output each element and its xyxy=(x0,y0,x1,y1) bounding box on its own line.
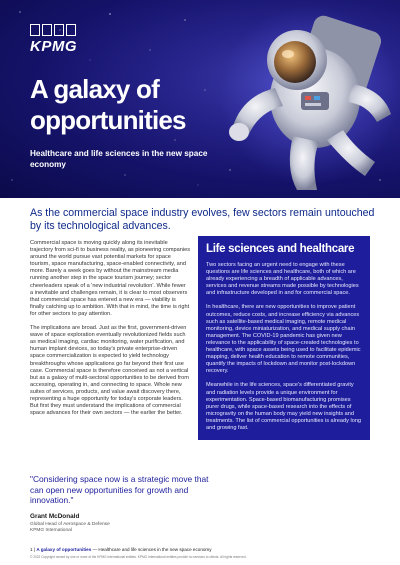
page-number: 1 xyxy=(30,547,33,552)
footer-doc-subtitle: — Healthcare and life sciences in the new space economy xyxy=(92,547,212,552)
footer-doc-title: A galaxy of opportunities xyxy=(36,547,92,552)
page-footer: 1 | A galaxy of opportunities — Healthcare and life sciences in the new space economy xyxy=(30,547,212,552)
author-org-line: KPMG International xyxy=(30,528,72,533)
logo-mark xyxy=(30,24,76,36)
copyright-notice: © 2022 Copyright owned by one or more of the KPMG International entities. KPMG International entities provide no services to clients. All rights reserved. xyxy=(30,555,247,559)
page-subtitle: Healthcare and life sciences in the new space economy xyxy=(30,149,208,169)
pull-quote: "Considering space now is a strategic move that can open new opportunities for growth and innovation." xyxy=(30,474,209,505)
panel-paragraph: In healthcare, there are new opportunities to improve patient outcomes, reduce costs, and increase efficiency via advances such as satellite-based medical imaging, remote medical monitoring, device miniaturization, and medical supply chain management. The COVID-19 pandemic has given new relevance to the applicability of space-created technologies to healthcare, with space assets being used to facilitate epidemic mapping, deliver health education to remote communities, quantify the impacts of lockdown and monitor post-lockdown recovery. xyxy=(206,304,361,375)
author-role-line: Global Head of Aerospace & Defense xyxy=(30,522,110,527)
quote-author: Grant McDonald xyxy=(30,513,80,520)
quote-author-role xyxy=(30,522,110,534)
body-paragraph: Commercial space is moving quickly along its inevitable trajectory from sci-fi to business reality, as pioneering companies around the world pursue vast potential markets for space tourism, space manufacturing, space-enabled connectivity, and more. Barely a week goes by without the mainstream media running another step in the space tourism journey; sector cheerleaders speak of a 'new industrial revolution'. While fewer a inevitable and challenges remain, it is clear to most observers that commercial space has entered a new era — viability is finally catching up to ambition. With that in mind, the time is right for other sectors to pay attention. xyxy=(30,240,191,317)
kpmg-logo: KPMG xyxy=(30,38,77,55)
hero-banner xyxy=(0,0,400,198)
page-title: A galaxy of opportunities xyxy=(30,74,186,135)
astronaut-illustration xyxy=(215,0,400,198)
left-column xyxy=(30,240,190,424)
body-paragraph: The implications are broad. Just as the first, government-driven wave of space exploration eventually revolutionized fields such as medical imaging, cardiac monitoring, water purification, and human implant devices, so today's private enterprise-driven space commercialization is expected to yield technology breakthroughs whose applications go far beyond their first use case. Commercial space is therefore conceived as not a vertical but as a galaxy of multi-sectoral opportunities to be derived from accessing, operating in, and connecting to space. Whole new suites of services, products, and value await discovery there, representing a huge opportunity for today's corporate leaders. But first they must understand the implications of commercial space advances for their own sectors — the earlier the better. xyxy=(30,325,189,417)
intro-lead: As the commercial space industry evolves, few sectors remain untouched by its technological advances. xyxy=(30,207,375,232)
life-sciences-panel xyxy=(198,236,370,440)
panel-paragraph: Two sectors facing an urgent need to engage with these questions are life sciences and healthcare, both of which are already experiencing a breadth of applicable advances, services and revenue streams made possible by technologies and infrastructure developed in and for commercial space. xyxy=(206,262,359,297)
panel-heading: Life sciences and healthcare xyxy=(206,243,355,255)
panel-paragraph: Meanwhile in the life sciences, space's differentiated gravity and radiation levels provide a unique environment for experimentation. Space-based biomanufacturing promises purer drugs, while space-based research into the effects of microgravity on the human body may yield new insights and treatments. The list of commercial opportunities is already long and growing fast. xyxy=(206,382,362,431)
